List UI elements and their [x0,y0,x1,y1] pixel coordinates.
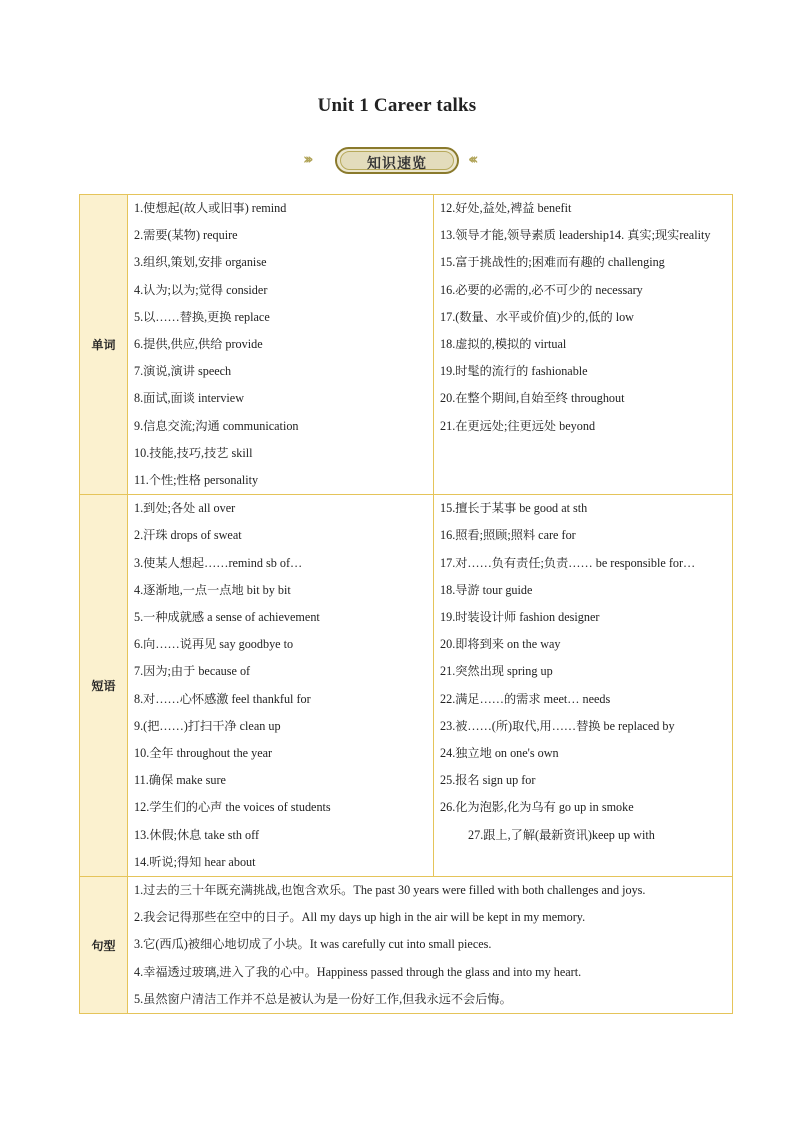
word-item: 15.富于挑战性的;困难而有趣的 challenging [440,255,665,270]
word-item: 18.虚拟的,模拟的 virtual [440,337,567,352]
sentences-row [80,877,733,1014]
phrase-item: 21.突然出现 spring up [440,664,553,679]
phrases-left-column [128,495,434,877]
phrase-item: 10.全年 throughout the year [134,746,273,761]
sentences-column [128,877,733,1014]
sentence-item: 4.幸福透过玻璃,进入了我的心中。Happiness passed through the glass and into my heart. [134,964,582,979]
word-item: 12.好处,益处,裨益 benefit [440,201,572,215]
phrase-item: 25.报名 sign up for [440,773,536,788]
knowledge-table [79,194,733,1014]
word-item: 2.需要(某物) require [134,228,238,243]
word-item: 4.认为;以为;觉得 consider [134,282,268,297]
word-item: 21.在更远处;往更远处 beyond [440,418,596,433]
word-item: 20.在整个期间,自始至终 throughout [440,391,625,406]
phrase-item: 15.擅长于某事 be good at sth [440,501,588,516]
phrase-item: 24.独立地 on one's own [440,746,559,761]
phrase-item: 14.听说;得知 hear about [134,854,256,869]
phrase-item: 26.化为泡影,化为乌有 go up in smoke [440,800,634,815]
word-item: 8.面试,面谈 interview [134,391,245,406]
phrase-item: 8.对……心怀感激 feel thankful for [134,691,311,706]
section-badge [335,147,459,174]
left-chevrons-icon: ››› [303,150,310,168]
sentence-item: 5.虽然窗户清洁工作并不总是被认为是一份好工作,但我永远不会后悔。 [134,991,512,1006]
word-item: 9.信息交流;沟通 communication [134,418,299,433]
phrase-item: 11.确保 make sure [134,773,226,788]
sentence-item: 1.过去的三十年既充满挑战,也饱含欢乐。The past 30 years were filled with both challenges and joys. [134,883,646,898]
phrase-item: 19.时装设计师 fashion designer [440,610,600,625]
section-badge-label: 知识速览 [367,156,427,172]
phrase-item: 12.学生们的心声 the voices of students [134,800,331,815]
phrase-item: 4.逐渐地,一点一点地 bit by bit [134,582,291,597]
word-item: 5.以……替换,更换 replace [134,309,270,324]
word-item: 16.必要的必需的,必不可少的 necessary [440,282,643,297]
phrases-row [80,495,733,877]
phrase-item: 5.一种成就感 a sense of achievement [134,610,320,625]
phrase-item: 16.照看;照顾;照料 care for [440,528,576,543]
phrase-item: 23.被……(所)取代,用……替换 be replaced by [440,718,675,733]
phrase-item: 18.导游 tour guide [440,582,533,597]
sentence-item: 2.我会记得那些在空中的日子。All my days up high in the air will be kept in my memory. [134,910,586,925]
word-item: 13.领导才能,领导素质 leadership14. 真实;现实reality [440,228,711,243]
phrase-item: 3.使某人想起……remind sb of… [134,555,303,570]
words-right-column [434,195,733,495]
word-item: 19.时髦的流行的 fashionable [440,364,588,379]
words-label: 单词 [80,195,128,495]
sentences-label: 句型 [80,877,128,1014]
word-item: 1.使想起(故人或旧事) remind [134,201,287,215]
phrase-item: 9.(把……)打扫干净 clean up [134,718,281,733]
phrase-item: 22.满足……的需求 meet… needs [440,691,611,706]
phrase-item: 6.向……说再见 say goodbye to [134,637,294,652]
sentence-item: 3.它(西瓜)被细心地切成了小块。It was carefully cut into small pieces. [134,937,492,952]
phrases-label: 短语 [80,495,128,877]
word-item: 3.组织,策划,安排 organise [134,255,267,270]
phrase-item: 20.即将到来 on the way [440,637,561,652]
phrases-right-column [434,495,733,877]
phrase-item: 7.因为;由于 because of [134,664,251,679]
word-item: 17.(数量、水平或价值)少的,低的 low [440,309,634,324]
word-item: 10.技能,技巧,技艺 skill [134,445,253,460]
phrase-item: 2.汗珠 drops of sweat [134,528,242,543]
right-chevrons-icon: ‹‹‹ [468,150,475,168]
word-item: 6.提供,供应,供给 provide [134,337,263,352]
phrase-item: 13.休假;休息 take sth off [134,827,260,842]
phrase-item: 17.对……负有责任;负责…… be responsible for… [440,555,696,570]
words-left-column [128,195,434,495]
phrase-item: 27.跟上,了解(最新资讯)keep up with [468,827,655,842]
words-row [80,195,733,495]
page-title: Unit 1 Career talks [317,95,477,116]
word-item: 7.演说,演讲 speech [134,364,232,379]
phrase-item: 1.到处;各处 all over [134,501,236,516]
word-item: 11.个性;性格 personality [134,473,259,488]
